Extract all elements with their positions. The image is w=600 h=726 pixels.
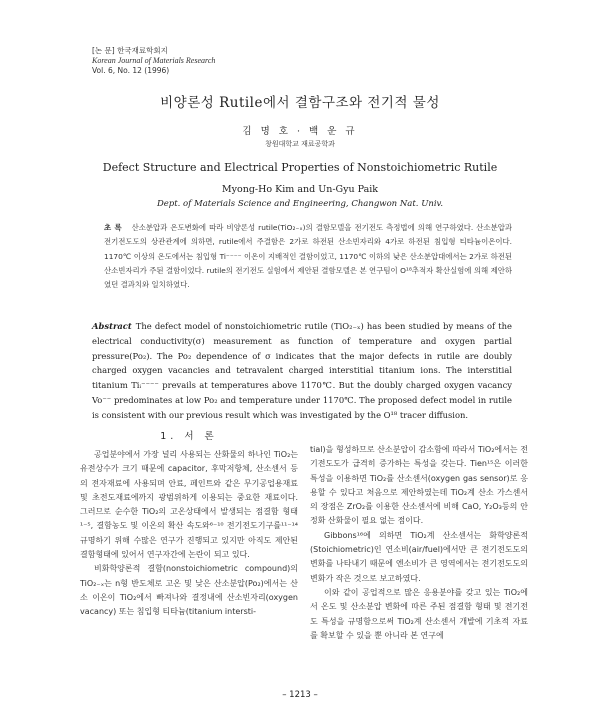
journal-header-line3: Vol. 6, No. 12 (1996) [92, 66, 170, 75]
right-paragraph-3: 이와 같이 공업적으로 많은 응용분야를 갖고 있는 TiO₂에서 온도 및 산소분압 변화에 따른 주된 점결함 형태 및 전기전도 특성을 규명함으로써 TiO₂계 산소센서 개발에 기초적 자료를 확보할 수 있을 뿐 아니라 본 연구에 [310, 587, 528, 640]
abstract-korean-label: 초 록 [104, 223, 122, 232]
column-left [80, 448, 298, 620]
abstract-korean [104, 221, 512, 292]
title-english: Defect Structure and Electrical Properties of Nonstoichiometric Rutile [102, 161, 498, 174]
right-paragraph-1: tial)을 형성하므로 산소분압이 감소함에 따라서 TiO₂에서는 전기전도도가 급격히 증가하는 특성을 갖는다. Tien¹⁵은 이러한 특성을 이용하면 TiO₂를 산소센서(oxygen gas sensor)로 응용할 수 있다고 처음으로 제안하였는데 TiO₂계 산소 가스센서의 장점은 ZrO₂를 이용한 산소센서에 비해 CaO, Y₂O₃등의 안정화 산화물이 필요 없는 점이다. [310, 445, 528, 526]
right-paragraph-2: Gibbons¹⁶에 의하면 TiO₂계 산소센서는 화학양론적(Stoichiometric)인 연소비(air/fuel)에서만 큰 전기전도도의 변화를 나타내기 때문에 엔소비가 큰 영역에서는 전기전도도의 변화가 작은 것으로 보고하였다. [310, 530, 528, 583]
journal-header-line1: [논 문] 한국재료학회지 [92, 46, 168, 55]
section-heading-introduction: 1. 서 론 [160, 431, 218, 442]
abstract-english-label: Abstract [92, 321, 132, 331]
title-korean: 비양론성 Rutile에서 결함구조와 전기적 물성 [160, 95, 440, 111]
page-number: – 1213 – [282, 690, 318, 700]
affiliation-korean: 창원대학교 재료공학과 [265, 140, 335, 148]
authors-english: Myong-Ho Kim and Un-Gyu Paik [221, 184, 379, 195]
abstract-english [92, 319, 512, 423]
column-right [310, 443, 528, 643]
abstract-korean-text: 산소분압과 온도변화에 따라 비양론성 rutile(TiO₂₋ₓ)의 결함모델을 전기전도 측정법에 의해 연구하였다. 산소분압과 전기전도도의 상관관계에 의하면, rutile에서 주결함은 2가로 하전된 산소빈자리와 4가로 하전된 침입형 티타늄이온이다. 1170℃ 이상의 온도에서는 침입형 Ti⁻⁻⁻⁻ 이온이 지배적인 결함이었고, 1170℃ 이하의 낮은 산소분압대에서는 2가로 하전된 산소빈자리가 주된 결함이었다. rutile의 전기전도 실험에서 제안된 결함모델은 본 연구팀이 O¹⁸추적자 확산실험에 의해 제안하였던 결과치와 일치하였다. [104, 223, 512, 290]
affiliation-english: Dept. of Materials Science and Engineering, Changwon Nat. Univ. [156, 199, 444, 209]
journal-header [92, 46, 215, 76]
abstract-english-text: The defect model of nonstoichiometric rutile (TiO₂₋ₓ) has been studied by means of the electrical conductivity(σ) measurement as function of temperature and oxygen partial pressure(Po₂). The Po₂ dependence of σ indicates that the major defects in rutile are doubly charged oxygen vacancies and tetravalent charged interstitial titanium ions. The interstitial titanium Tiᵢ⁻⁻⁻⁻ prevails at temperatures above 1170℃. But the doubly charged oxygen vacancy Vo⁻⁻ predominates at low Po₂ and temperature under 1170℃. The proposed defect model in rutile is consistent with our previous result which was investigated by the O¹⁸ tracer diffusion. [92, 321, 512, 420]
authors-korean: 김 명 호 · 백 운 규 [242, 126, 358, 137]
intro-paragraph-1: 공업분야에서 가장 널리 사용되는 산화물의 하나인 TiO₂는 유전상수가 크기 때문에 capacitor, 후막저항체, 산소센서 등의 전자재료에 사용되며 안료, 페인트와 같은 무기공업용재료 및 초전도재료에까지 광범위하게 이용되는 중요한 재료이다. 그러므로 순수한 TiO₂의 고온상태에서 발생되는 점결함 형태¹⁻⁵, 결함농도 및 이온의 확산 속도와⁶⁻¹⁰ 전기전도기구를¹¹⁻¹⁴ 규명하기 위해 수많은 연구가 진행되고 있지만 아직도 제안된 결함형태에 있어서 연구자간에 논란이 되고 있다. [80, 450, 298, 560]
journal-header-line2: Korean Journal of Materials Research [92, 56, 216, 65]
intro-paragraph-2: 비화학양론적 결함(nonstoichiometric compound)의 TiO₂₋ₓ는 n형 반도체로 고온 및 낮은 산소분압(Po₂)에서는 산소 이온이 TiO₂에서 빠져나와 결정내에 산소빈자리(oxygen vacancy) 또는 침입형 티타늄(titanium intersti- [80, 564, 298, 617]
